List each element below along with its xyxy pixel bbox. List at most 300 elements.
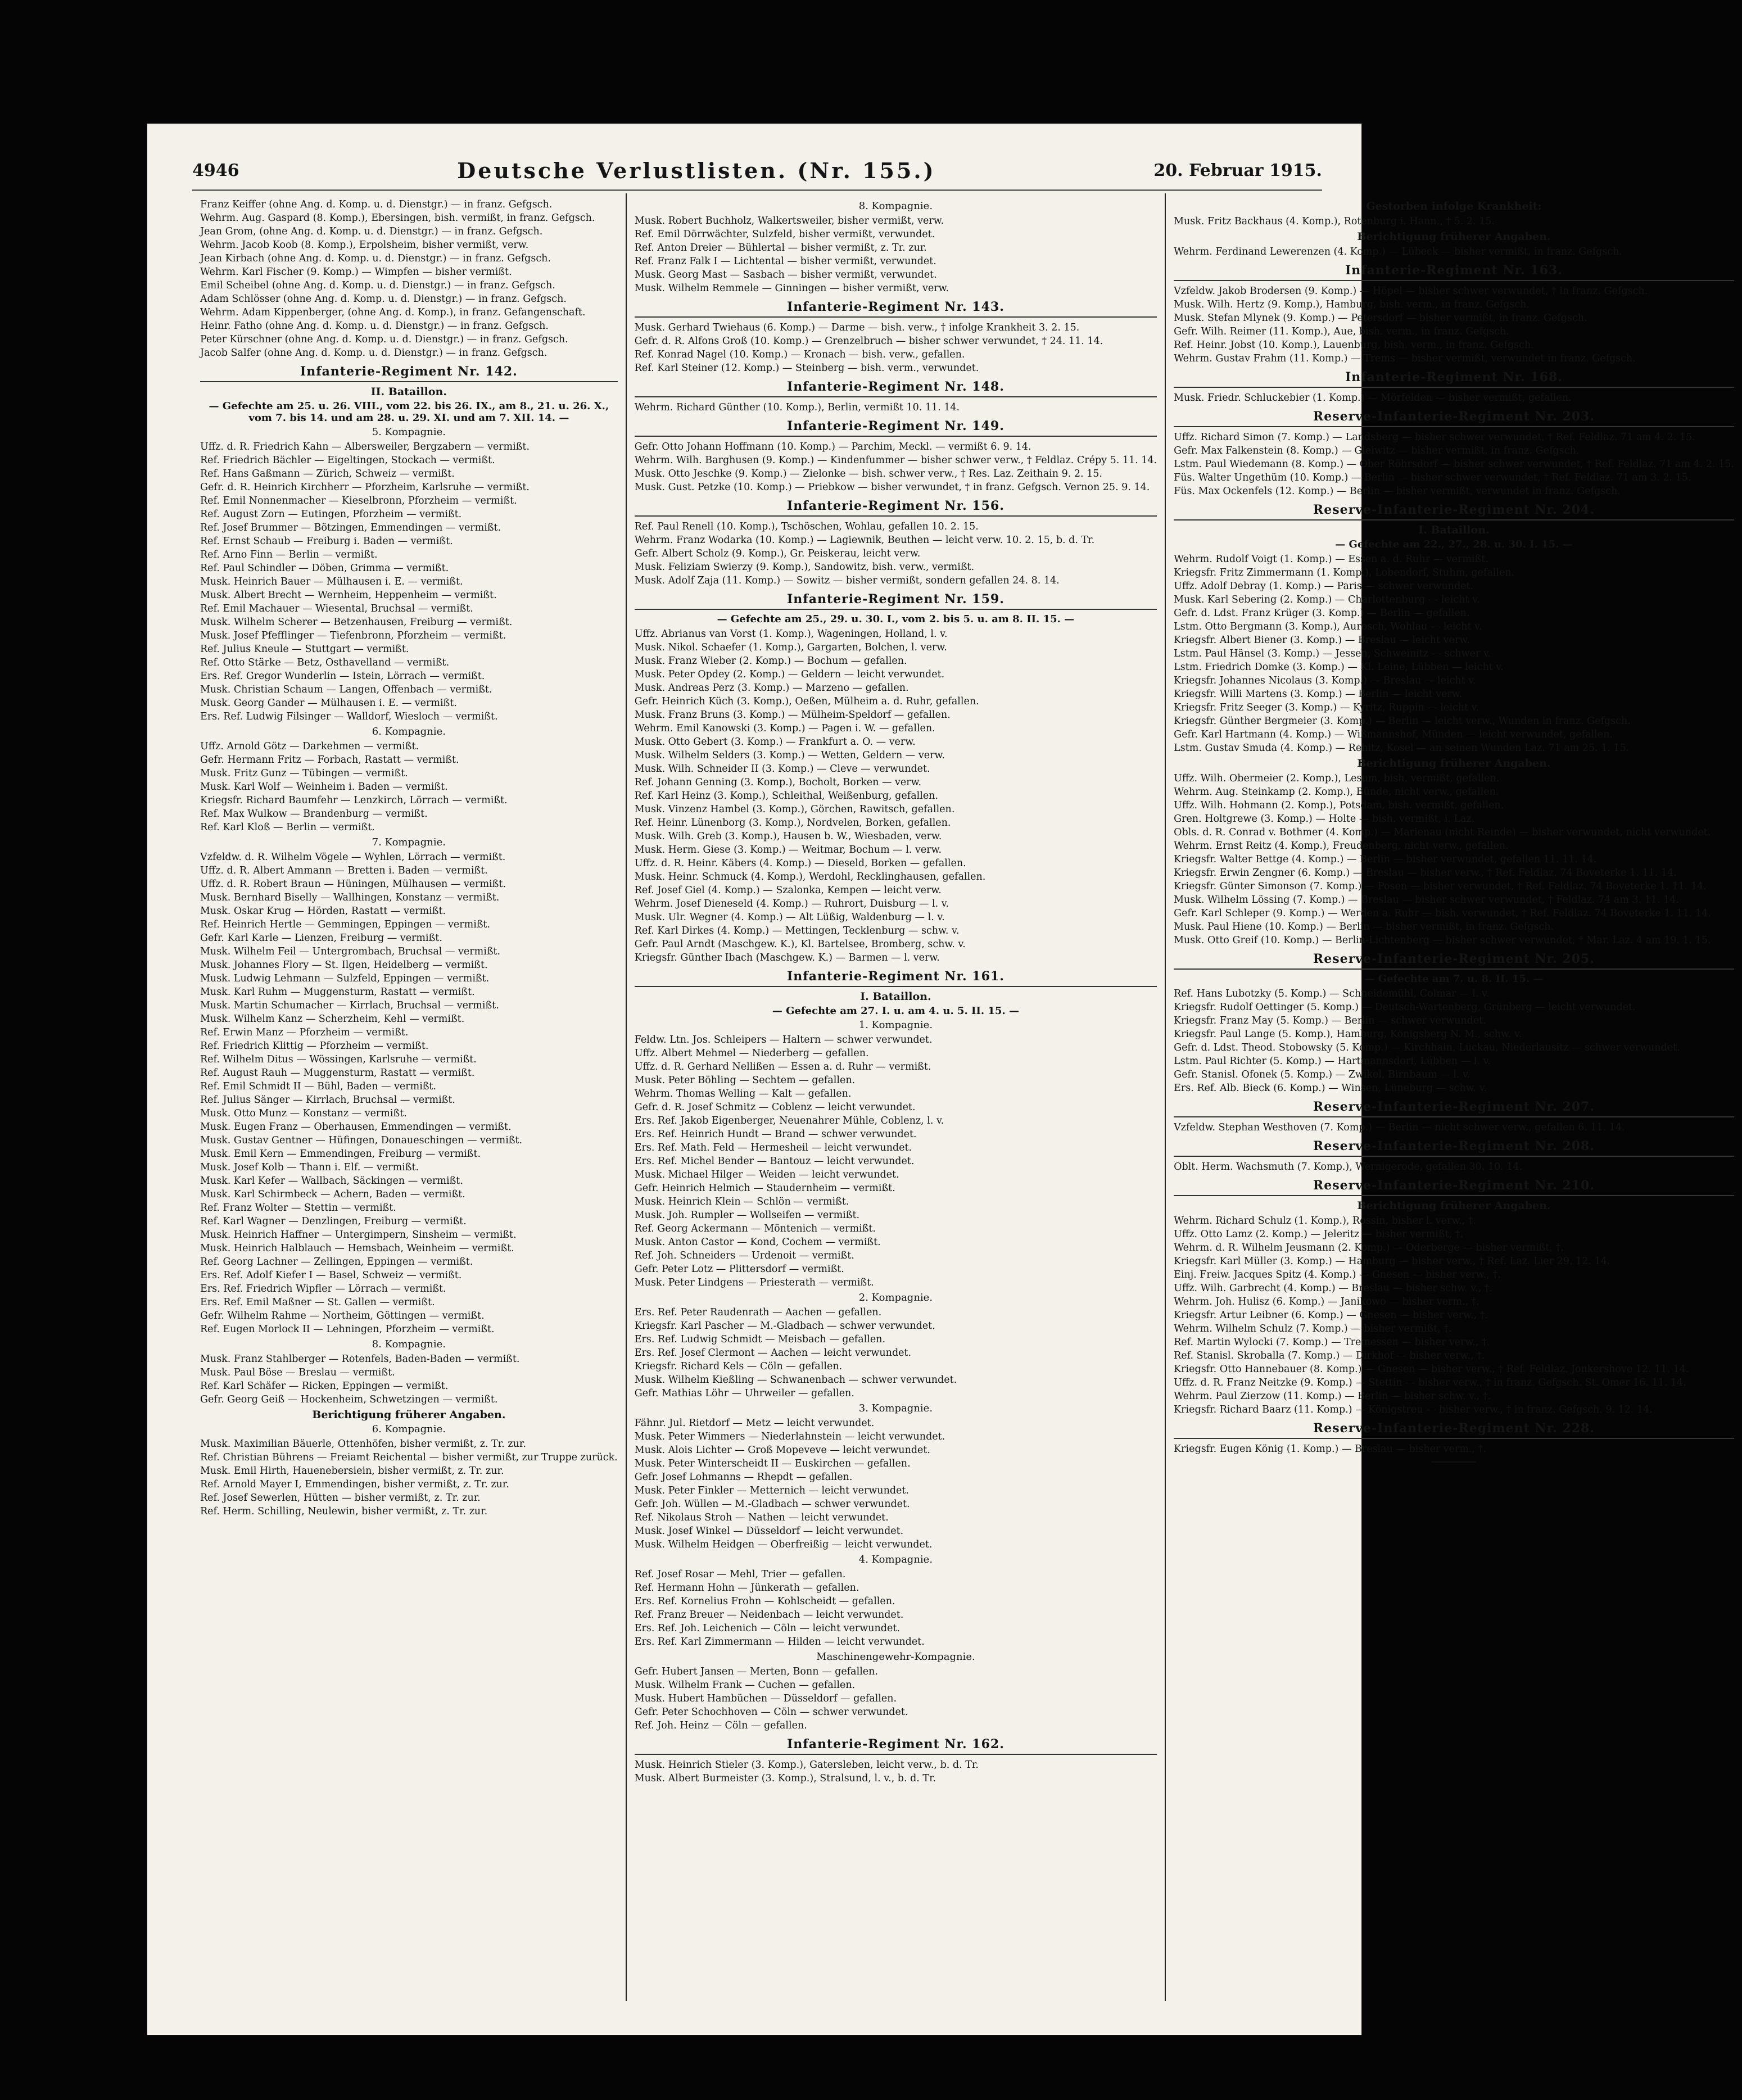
casualty-entry: Uffz. Abrianus van Vorst (1. Komp.), Wageningen, Holland, l. v. [634, 628, 948, 640]
casualty-entry: Kriegsfr. Otto Hannebauer (8. Komp.) — Gnesen — bisher verw., † Ref. Feldlaz. Jonkershove 12. 11. 14. [1174, 1364, 1689, 1375]
entry-list [635, 440, 1157, 494]
casualty-entry: Gefr. Wilh. Reimer (11. Komp.), Aue, bish. verm., in franz. Gefgsch. [1174, 326, 1509, 337]
casualty-entry: Musk. Georg Mast — Sasbach — bisher vermißt, verwundet. [634, 269, 937, 280]
casualty-entry: Wehrm. Aug. Steinkamp (2. Komp.), Bünde, nicht verw., gefallen. [1174, 786, 1499, 798]
casualty-entry: Ref. Herm. Schilling, Neulewin, bisher vermißt, z. Tr. zur. [200, 1506, 488, 1517]
company-title: 8. Kompagnie. [858, 200, 933, 212]
casualty-entry: Ref. Josef Sewerlen, Hütten — bisher vermißt, z. Tr. zur. [200, 1492, 481, 1504]
casualty-entry: Uffz. d. R. Robert Braun — Hüningen, Mülhausen — vermißt. [200, 879, 506, 890]
casualty-entry: Gefr. Otto Johann Hoffmann (10. Komp.) — Parchim, Meckl. — vermißt 6. 9. 14. [634, 441, 1031, 452]
casualty-entry: Wehrm. Gustav Frahm (11. Komp.) — Trems — bisher vermißt, verwundet in franz. Gefgsch. [1174, 353, 1636, 364]
casualty-entry: Musk. Heinrich Halblauch — Hemsbach, Weinheim — vermißt. [200, 1243, 514, 1254]
casualty-entry: Fähnr. Jul. Rietdorf — Metz — leicht verwundet. [634, 1418, 875, 1429]
casualty-entry: Musk. Friedr. Schluckebier (1. Komp.) — Mörfelden — bisher vermißt, gefallen. [1174, 392, 1572, 404]
entry-list [1174, 431, 1734, 498]
company-title: 7. Kompagnie. [372, 836, 446, 848]
casualty-entry: Gefr. Hermann Fritz — Forbach, Rastatt — vermißt. [200, 754, 459, 766]
casualty-entry: Ref. Paul Schindler — Döben, Grimma — vermißt. [200, 563, 449, 574]
casualty-entry: Gefr. Stanisl. Ofonek (5. Komp.) — Zwikel, Birnbaum — l. v. [1174, 1069, 1470, 1080]
casualty-entry: Musk. Otto Jeschke (9. Komp.) — Zielonke — bish. schwer verw., † Res. Laz. Zeithain 9. 2. 15. [634, 468, 1102, 479]
casualty-entry: Musk. Karl Schirmbeck — Achern, Baden — vermißt. [200, 1189, 465, 1200]
casualty-entry: Musk. Eugen Franz — Oberhausen, Emmendingen — vermißt. [200, 1121, 512, 1133]
casualty-entry: Wehrm. Jacob Koob (8. Komp.), Erpolsheim, bisher vermißt, verw. [200, 239, 529, 251]
casualty-entry: Wehrm. Emil Kanowski (3. Komp.) — Pagen i. W. — gefallen. [634, 723, 935, 734]
casualty-entry: Musk. Paul Böse — Breslau — vermißt. [200, 1367, 395, 1378]
corrections-title: Berichtigung früherer Angaben. [1357, 1200, 1551, 1212]
casualty-entry: Gefr. Peter Schochhoven — Cöln — schwer verwundet. [634, 1707, 908, 1718]
casualty-entry: Uffz. Adolf Debray (1. Komp.) — Paris — schwer verwundet. [1174, 581, 1474, 592]
corrections-title: Berichtigung früherer Angaben. [1357, 757, 1551, 770]
end-rule [1431, 1461, 1476, 1463]
issue-number: (Nr. 155.) [797, 157, 936, 183]
casualty-entry: Musk. Peter Opdey (2. Komp.) — Geldern — leicht verwundet. [634, 669, 945, 680]
entry-list [1174, 245, 1734, 259]
casualty-entry: Musk. Paul Hiene (10. Komp.) — Berlin — bisher vermißt, in franz. Gefgsch. [1174, 921, 1554, 933]
casualty-entry: Uffz. Arnold Götz — Darkehmen — vermißt. [200, 741, 419, 752]
casualty-entry: Ers. Ref. Alb. Bieck (6. Komp.) — Winsen, Lüneburg — schw. v. [1174, 1083, 1487, 1094]
casualty-entry: Peter Kürschner (ohne Ang. d. Komp. u. d. Dienstgr.) — in franz. Gefgsch. [200, 334, 568, 345]
battle-dates: — Gefechte am 27. I. u. am 4. u. 5. II. 15. — [772, 1005, 1019, 1017]
casualty-entry: Ref. Josef Giel (4. Komp.) — Szalonka, Kempen — leicht verw. [634, 885, 942, 896]
casualty-entry: Uffz. d. R. Franz Neitzke (9. Komp.) — Stettin — bisher verw., † in franz. Gefgsch. St. Omer 16. 11. 14. [1174, 1377, 1686, 1388]
casualty-entry: Uffz. d. R. Heinr. Käbers (4. Komp.) — Dieseld, Borken — gefallen. [634, 858, 966, 869]
casualty-entry: Musk. Gust. Petzke (10. Komp.) — Priebkow — bisher verwundet, † in franz. Gefgsch. Vernon 25. 9. 14. [634, 482, 1150, 493]
casualty-entry: Ers. Ref. Karl Zimmermann — Hilden — leicht verwundet. [634, 1636, 925, 1648]
entry-list [1174, 772, 1734, 947]
company-title: Maschinengewehr-Kompagnie. [816, 1651, 975, 1663]
casualty-entry: Ref. Hans Lubotzky (5. Komp.) — Schneidemühl, Colmar — l. v. [1174, 988, 1490, 999]
casualty-entry: Ref. Emil Schmidt II — Bühl, Baden — vermißt. [200, 1081, 437, 1092]
casualty-entry: Wehrm. Joh. Hulisz (6. Komp.) — Janikowo — bisher verm., †. [1174, 1296, 1479, 1307]
casualty-entry: Musk. Gerhard Twiehaus (6. Komp.) — Darme — bish. verw., † infolge Krankheit 3. 2. 15. [634, 322, 1080, 333]
casualty-entry: Wehrm. Aug. Gaspard (8. Komp.), Ebersingen, bish. vermißt, in franz. Gefgsch. [200, 212, 595, 224]
column-right [1166, 193, 1742, 2001]
casualty-entry: Einj. Freiw. Jacques Spitz (4. Komp.) — Gnesen — bisher verw., †. [1174, 1269, 1501, 1280]
casualty-entry: Ref. Karl Kloß — Berlin — vermißt. [200, 822, 375, 833]
casualty-entry: Oblt. Herm. Wachsmuth (7. Komp.), Wernigerode, gefallen 30. 10. 14. [1174, 1161, 1523, 1173]
casualty-entry: Musk. Franz Bruns (3. Komp.) — Mülheim-Speldorf — gefallen. [634, 709, 951, 721]
casualty-entry: Musk. Albert Brecht — Wernheim, Heppenheim — vermißt. [200, 590, 497, 601]
section-title: Infanterie-Regiment Nr. 162. [635, 1737, 1157, 1755]
casualty-entry: Ers. Ref. Joh. Leichenich — Cöln — leicht verwundet. [634, 1623, 900, 1634]
company-title: 4. Kompagnie. [858, 1554, 933, 1565]
casualty-entry: Gefr. Karl Hartmann (4. Komp.) — Wißmannshof, Münden — leicht verwundet, gefallen. [1174, 729, 1613, 740]
casualty-entry: Musk. Gustav Gentner — Hüfingen, Donaueschingen — vermißt. [200, 1135, 523, 1146]
casualty-entry: Ref. Heinr. Lünenborg (3. Komp.), Nordvelen, Borken, gefallen. [634, 817, 951, 829]
battle-dates: — Gefechte am 25. u. 26. VIII., vom 22. bis 26. IX., am 8., 21. u. 26. X., vom 7. bis 14. und am 28. u. 29. XI. und am 7. XII. 14. — [209, 400, 609, 424]
casualty-entry: Musk. Wilh. Hertz (9. Komp.), Hamburg, bish. verm., in franz. Gefgsch. [1174, 299, 1530, 310]
casualty-entry: Ers. Ref. Ludwig Schmidt — Meisbach — gefallen. [634, 1334, 886, 1345]
casualty-entry: Musk. Otto Munz — Konstanz — vermißt. [200, 1108, 407, 1119]
casualty-entry: Ref. Christian Bührens — Freiamt Reichental — bisher vermißt, zur Truppe zurück. [200, 1452, 618, 1463]
section-title: Reserve-Infanterie-Regiment Nr. 207. [1174, 1099, 1734, 1117]
casualty-entry: Ref. Karl Dirkes (4. Komp.) — Mettingen, Tecklenburg — schw. v. [634, 925, 960, 936]
casualty-entry: Musk. Heinrich Stieler (3. Komp.), Gatersleben, leicht verw., b. d. Tr. [634, 1759, 979, 1771]
battalion-title: I. Bataillon. [1418, 524, 1490, 536]
page-header [192, 152, 1322, 191]
casualty-entry: Ref. Franz Wolter — Stettin — vermißt. [200, 1202, 396, 1214]
casualty-entry: Ref. Joh. Schneiders — Urdenoit — vermißt. [634, 1250, 854, 1261]
casualty-entry: Ers. Ref. Jakob Eigenberger, Neuenahrer Mühle, Coblenz, l. v. [634, 1115, 944, 1126]
casualty-entry: Kriegsfr. Rudolf Oettinger (5. Komp.) — Deutsch-Wartenberg, Grünberg — leicht verwundet. [1174, 1002, 1636, 1013]
casualty-entry: Musk. Stefan Mlynek (9. Komp.) — Petersdorf — bisher vermißt, in franz. Gefgsch. [1174, 313, 1587, 324]
casualty-entry: Gefr. Wilhelm Rahme — Northeim, Göttingen — vermißt. [200, 1310, 485, 1321]
entry-list [1174, 284, 1734, 365]
casualty-entry: Gefr. Josef Lohmanns — Rhepdt — gefallen. [634, 1472, 853, 1483]
casualty-entry: Ref. Georg Ackermann — Möntenich — vermißt. [634, 1223, 876, 1234]
casualty-entry: Gefr. d. Ldst. Franz Krüger (3. Komp.) — Berlin — gefallen. [1174, 608, 1470, 619]
casualty-entry: Musk. Georg Gander — Mülhausen i. E. — vermißt. [200, 698, 457, 709]
entry-list [1174, 391, 1734, 405]
entry-list [1174, 1121, 1734, 1134]
casualty-entry: Vzfeldw. Jakob Brodersen (9. Komp.) — Höpel — bisher schwer verwundet, † in franz. Gefgsch. [1174, 286, 1648, 297]
entry-list [1174, 1160, 1734, 1174]
section-title: Infanterie-Regiment Nr. 142. [200, 364, 618, 382]
casualty-entry: Kriegsfr. Richard Kels — Cöln — gefallen. [634, 1361, 843, 1372]
casualty-entry: Kriegsfr. Karl Müller (3. Komp.) — Hamburg — bisher verw., † Ref. Laz. Lier 29. 12. 14. [1174, 1256, 1610, 1267]
section-title: Infanterie-Regiment Nr. 156. [635, 499, 1157, 517]
casualty-entry: Ref. Paul Renell (10. Komp.), Tschöschen, Wohlau, gefallen 10. 2. 15. [634, 521, 979, 532]
casualty-entry: Lstm. Paul Wiedemann (8. Komp.) — Ober Röhrsdorf — bisher schwer verwundet, † Ref. Feldlaz. 71 am 4. 2. 15. [1174, 459, 1734, 470]
casualty-entry: Musk. Josef Pfefflinger — Tiefenbronn, Pforzheim — vermißt. [200, 630, 506, 641]
battalion-title: II. Bataillon. [370, 386, 447, 398]
casualty-entry: Wehrm. Paul Zierzow (11. Komp.) — Berlin — bisher schw. v., †. [1174, 1391, 1491, 1402]
entry-list [635, 1416, 1157, 1551]
casualty-entry: Ref. Heinrich Hertle — Gemmingen, Eppingen — vermißt. [200, 919, 491, 930]
casualty-entry: Ers. Ref. Ludwig Filsinger — Walldorf, Wiesloch — vermißt. [200, 711, 498, 722]
entry-list [635, 520, 1157, 587]
casualty-entry: Lstm. Paul Hänsel (3. Komp.) — Jessen, Schweinitz — schwer v. [1174, 648, 1491, 659]
column-left [192, 193, 627, 2001]
casualty-entry: Ref. Otto Stärke — Betz, Osthavelland — vermißt. [200, 657, 450, 668]
company-title: 2. Kompagnie. [858, 1292, 933, 1304]
casualty-entry: Ref. August Rauh — Muggensturm, Rastatt — vermißt. [200, 1067, 475, 1079]
entry-list [635, 1758, 1157, 1785]
casualty-entry: Musk. Oskar Krug — Hörden, Rastatt — vermißt. [200, 906, 446, 917]
casualty-entry: Musk. Wilhelm Kanz — Scherzheim, Kehl — vermißt. [200, 1013, 465, 1025]
casualty-entry: Uffz. Otto Lamz (2. Komp.) — Jeleritz — bisher vermißt, †. [1174, 1229, 1464, 1240]
casualty-entry: Musk. Franz Stahlberger — Rotenfels, Baden-Baden — vermißt. [200, 1354, 520, 1365]
casualty-entry: Uffz. d. R. Albert Ammann — Bretten i. Baden — vermißt. [200, 865, 488, 876]
entry-list [635, 1033, 1157, 1289]
entry-list [200, 740, 618, 834]
casualty-entry: Ref. Ernst Schaub — Freiburg i. Baden — vermißt. [200, 536, 453, 547]
casualty-entry: Musk. Robert Buchholz, Walkertsweiler, bisher vermißt, verw. [634, 215, 944, 227]
casualty-entry: Musk. Karl Ruhm — Muggensturm, Rastatt — vermißt. [200, 986, 475, 998]
casualty-entry: Lstm. Gustav Smuda (4. Komp.) — Rehitz, Kosel — an seinen Wunden Laz. 71 am 25. 1. 15. [1174, 743, 1630, 754]
casualty-entry: Ref. Karl Schäfer — Ricken, Eppingen — vermißt. [200, 1381, 449, 1392]
casualty-entry: Ref. Josef Rosar — Mehl, Trier — gefallen. [634, 1569, 846, 1580]
casualty-entry: Musk. Ulr. Wegner (4. Komp.) — Alt Lüßig, Waldenburg — l. v. [634, 912, 945, 923]
newspaper-page [147, 124, 1734, 2035]
casualty-entry: Kriegsfr. Eugen König (1. Komp.) — Breslau — bisher verm., †. [1174, 1443, 1486, 1455]
casualty-entry: Heinr. Fatho (ohne Ang. d. Komp. u. d. Dienstgr.) — in franz. Gefgsch. [200, 320, 549, 332]
casualty-entry: Uffz. d. R. Friedrich Kahn — Albersweiler, Bergzabern — vermißt. [200, 441, 530, 452]
corrections-title: Berichtigung früherer Angaben. [1357, 230, 1551, 243]
casualty-entry: Musk. Heinrich Klein — Schlön — vermißt. [634, 1196, 849, 1207]
page-number: 4946 [192, 160, 239, 180]
casualty-entry: Ers. Ref. Adolf Kiefer I — Basel, Schweiz — vermißt. [200, 1270, 462, 1281]
casualty-entry: Kriegsfr. Franz May (5. Komp.) — Berlin — schwer verwundet. [1174, 1015, 1486, 1026]
casualty-entry: Ref. Friedrich Bächler — Eigeltingen, Stockach — vermißt. [200, 455, 495, 466]
entry-list [200, 1352, 618, 1406]
battle-dates: — Gefechte am 7. u. 8. II. 15. — [1364, 973, 1544, 985]
entry-list [635, 627, 1157, 965]
casualty-entry: Musk. Christian Schaum — Langen, Offenbach — vermißt. [200, 684, 492, 695]
casualty-entry: Franz Keiffer (ohne Ang. d. Komp. u. d. Dienstgr.) — in franz. Gefgsch. [200, 199, 553, 210]
battle-dates: — Gefechte am 25., 29. u. 30. I., vom 2. bis 5. u. am 8. II. 15. — [717, 613, 1075, 625]
casualty-entry: Ref. Nikolaus Stroh — Nathen — leicht verwundet. [634, 1512, 889, 1523]
casualty-entry: Kriegsfr. Walter Bettge (4. Komp.) — Berlin — bisher verwundet, gefallen 11. 11. 14. [1174, 854, 1597, 865]
company-title: 8. Kompagnie. [372, 1338, 446, 1350]
casualty-entry: Ref. Martin Wylocki (7. Komp.) — Tremessen — bisher verw., †. [1174, 1337, 1490, 1348]
casualty-entry: Wehrm. Rudolf Voigt (1. Komp.) — Essen a. d. Ruhr — vermißt. [1174, 554, 1488, 565]
company-title: 3. Kompagnie. [858, 1402, 933, 1414]
casualty-entry: Uffz. Wilh. Hohmann (2. Komp.), Potsdam, bish. vermißt, gefallen. [1174, 800, 1504, 811]
casualty-entry: Wehrm. d. R. Wilhelm Jeusmann (2. Komp.) — Oderberge — bisher vermißt, †. [1174, 1242, 1564, 1253]
casualty-entry: Ref. Max Wulkow — Brandenburg — vermißt. [200, 808, 428, 820]
casualty-entry: Gefr. Max Falkenstein (8. Komp.) — Gleiwitz — bisher vermißt, in franz. Gefgsch. [1174, 445, 1580, 456]
title-text: Deutsche Verlustlisten. [457, 157, 788, 183]
casualty-entry: Jean Grom, (ohne Ang. d. Komp. u. d. Dienstgr.) — in franz. Gefgsch. [200, 226, 543, 237]
casualty-entry: Musk. Adolf Zaja (11. Komp.) — Sowitz — bisher vermißt, sondern gefallen 24. 8. 14. [634, 575, 1060, 586]
company-title: 6. Kompagnie. [372, 1423, 446, 1435]
casualty-entry: Musk. Wilh. Schneider II (3. Komp.) — Cleve — verwundet. [634, 763, 930, 775]
casualty-entry: Gefr. Hubert Jansen — Merten, Bonn — gefallen. [634, 1666, 878, 1677]
casualty-entry: Musk. Fritz Gunz — Tübingen — vermißt. [200, 768, 408, 779]
casualty-entry: Musk. Peter Wimmers — Niederlahnstein — leicht verwundet. [634, 1431, 945, 1442]
casualty-entry: Ref. Arnold Mayer I, Emmendingen, bisher vermißt, z. Tr. zur. [200, 1479, 509, 1490]
casualty-entry: Gefr. Joh. Wüllen — M.-Gladbach — schwer verwundet. [634, 1499, 910, 1510]
casualty-entry: Musk. Josef Kolb — Thann i. Elf. — vermißt. [200, 1162, 419, 1173]
entry-list [635, 1306, 1157, 1400]
casualty-entry: Adam Schlösser (ohne Ang. d. Komp. u. d. Dienstgr.) — in franz. Gefgsch. [200, 293, 567, 305]
entry-list [1174, 1214, 1734, 1416]
casualty-entry: Gefr. Karl Schleper (9. Komp.) — Werden a. Ruhr — bish. verwundet, † Ref. Feldlaz. 74 Boveterke 1. 11. 14. [1174, 908, 1711, 919]
casualty-entry: Gefr. d. R. Heinrich Kirchherr — Pforzheim, Karlsruhe — vermißt. [200, 482, 530, 493]
casualty-entry: Gefr. d. Ldst. Theod. Stobowsky (5. Komp.) — Kirchhain, Luckau, Niederlausitz — schwer verwundet. [1174, 1042, 1680, 1053]
casualty-entry: Ref. Hans Gaßmann — Zürich, Schweiz — vermißt. [200, 468, 455, 479]
casualty-entry: Ref. Anton Dreier — Bühlertal — bisher vermißt, z. Tr. zur. [634, 242, 927, 254]
casualty-entry: Ref. August Zorn — Eutingen, Pforzheim — vermißt. [200, 509, 462, 520]
casualty-entry: Ref. Hermann Hohn — Jünkerath — gefallen. [634, 1582, 859, 1594]
casualty-entry: Ref. Emil Dörrwächter, Sulzfeld, bisher vermißt, verwundet. [634, 229, 935, 240]
casualty-entry: Ers. Ref. Math. Feld — Hermesheil — leicht verwundet. [634, 1142, 912, 1153]
casualty-entry: Ers. Ref. Kornelius Frohn — Kohlscheidt — gefallen. [634, 1596, 895, 1607]
casualty-entry: Musk. Peter Winterscheidt II — Euskirchen — gefallen. [634, 1458, 911, 1469]
casualty-entry: Musk. Emil Hirth, Hauenebersiein, bisher vermißt, z. Tr. zur. [200, 1465, 504, 1477]
casualty-entry: Kriegsfr. Willi Martens (3. Komp.) — Berlin — leicht verw. [1174, 689, 1463, 700]
casualty-entry: Gefr. Georg Geiß — Hockenheim, Schwetzingen — vermißt. [200, 1394, 498, 1405]
casualty-entry: Gefr. Mathias Löhr — Uhrweiler — gefallen. [634, 1388, 854, 1399]
casualty-entry: Ref. Karl Heinz (3. Komp.), Schleithal, Weißenburg, gefallen. [634, 790, 939, 802]
entry-list [1174, 1442, 1734, 1456]
casualty-entry: Ref. Karl Steiner (12. Komp.) — Steinberg — bish. verm., verwundet. [634, 363, 979, 374]
casualty-entry: Wehrm. Ferdinand Lewerenzen (4. Komp.) — Lübeck — bisher vermißt, in franz. Gefgsch. [1174, 246, 1622, 257]
casualty-entry: Gefr. Albert Scholz (9. Komp.), Gr. Peiskerau, leicht verw. [634, 548, 921, 559]
casualty-entry: Obls. d. R. Conrad v. Bothmer (4. Komp.) — Marienau (nicht Reinde) — bisher verwundet, nicht verwundet. [1174, 827, 1711, 838]
casualty-entry: Ers. Ref. Josef Clermont — Aachen — leicht verwundet. [634, 1347, 912, 1359]
casualty-entry: Kriegsfr. Erwin Zengner (6. Komp.) — Breslau — bisher verw., † Ref. Feldlaz. 74 Boveterke 1. 11. 14. [1174, 867, 1677, 879]
casualty-entry: Musk. Peter Finkler — Metternich — leicht verwundet. [634, 1485, 909, 1496]
casualty-entry: Uffz. Richard Simon (7. Komp.) — Landsberg — bisher schwer verwundet, † Ref. Feldlaz. 71 am 4. 2. 15. [1174, 432, 1695, 443]
casualty-entry: Ref. Emil Machauer — Wiesental, Bruchsal — vermißt. [200, 603, 473, 614]
entry-list [1174, 553, 1734, 755]
casualty-entry: Musk. Alois Lichter — Groß Mopeveve — leicht verwundet. [634, 1445, 930, 1456]
casualty-entry: Musk. Joh. Rumpler — Wollseifen — vermißt. [634, 1210, 860, 1221]
casualty-entry: Ers. Ref. Heinrich Hundt — Brand — schwer verwundet. [634, 1129, 917, 1140]
section-title: Infanterie-Regiment Nr. 143. [635, 300, 1157, 318]
casualty-entry: Kriegsfr. Paul Lange (5. Komp.), Hamburg, Königsberg N. M., schw. v. [1174, 1029, 1522, 1040]
casualty-entry: Musk. Anton Castor — Kond, Cochem — vermißt. [634, 1237, 881, 1248]
casualty-entry: Ers. Ref. Peter Raudenrath — Aachen — gefallen. [634, 1307, 882, 1318]
casualty-entry: Musk. Emil Kern — Emmendingen, Freiburg — vermißt. [200, 1148, 481, 1160]
battalion-title: I. Bataillon. [860, 990, 931, 1003]
section-title: Reserve-Infanterie-Regiment Nr. 203. [1174, 409, 1734, 427]
entry-list [635, 1665, 1157, 1732]
casualty-entry: Musk. Karl Kefer — Wallbach, Säckingen — vermißt. [200, 1175, 463, 1187]
casualty-entry: Musk. Heinrich Haffner — Untergimpern, Sinsheim — vermißt. [200, 1229, 517, 1241]
casualty-entry: Ref. Josef Brummer — Bötzingen, Emmendingen — vermißt. [200, 522, 501, 533]
section-title: Reserve-Infanterie-Regiment Nr. 205. [1174, 952, 1734, 970]
casualty-entry: Kriegsfr. Albert Biener (3. Komp.) — Breslau — leicht verw. [1174, 635, 1470, 646]
section-title: Reserve-Infanterie-Regiment Nr. 204. [1174, 503, 1734, 521]
casualty-entry: Musk. Fritz Backhaus (4. Komp.), Rotenburg i. Hann., † 5. 2. 15. [1174, 216, 1495, 227]
casualty-entry: Gefr. Heinrich Küch (3. Komp.), Oeßen, Mülheim a. d. Ruhr, gefallen. [634, 696, 979, 707]
casualty-entry: Ers. Ref. Gregor Wunderlin — Istein, Lörrach — vermißt. [200, 671, 485, 682]
casualty-entry: Musk. Karl Wolf — Weinheim i. Baden — vermißt. [200, 781, 448, 793]
casualty-entry: Musk. Ludwig Lehmann — Sulzfeld, Eppingen — vermißt. [200, 973, 490, 984]
entry-list [1174, 215, 1734, 228]
casualty-entry: Wehrm. Wilhelm Schulz (7. Komp.) — bisher vermißt, †. [1174, 1323, 1452, 1334]
casualty-entry: Ref. Heinr. Jobst (10. Komp.), Lauenburg, bish. verm., in franz. Gefgsch. [1174, 340, 1534, 351]
casualty-entry: Musk. Feliziam Swierzy (9. Komp.), Sandowitz, bish. verw., vermißt. [634, 562, 975, 573]
casualty-entry: Wehrm. Franz Wodarka (10. Komp.) — Lagiewnik, Beuthen — leicht verw. 10. 2. 15, b. d. Tr. [634, 535, 1095, 546]
casualty-entry: Ref. Stanisl. Skroballa (7. Komp.) — Dirkhof — bisher verw., †. [1174, 1350, 1485, 1361]
casualty-entry: Gefr. Karl Karle — Lienzen, Freiburg — vermißt. [200, 933, 442, 944]
casualty-entry: Musk. Herm. Giese (3. Komp.) — Weitmar, Bochum — l. verw. [634, 844, 942, 856]
casualty-entry: Musk. Nikol. Schaefer (1. Komp.), Gargarten, Bolchen, l. verw. [634, 642, 947, 653]
casualty-entry: Musk. Vinzenz Hambel (3. Komp.), Görchen, Rawitsch, gefallen. [634, 804, 955, 815]
entry-list [200, 850, 618, 1336]
casualty-entry: Ref. Johann Genning (3. Komp.), Bocholt, Borken — verw. [634, 777, 922, 788]
company-title: 5. Kompagnie. [372, 426, 446, 438]
casualty-entry: Jean Kirbach (ohne Ang. d. Komp. u. d. Dienstgr.) — in franz. Gefgsch. [200, 253, 551, 264]
entry-list [635, 214, 1157, 295]
company-title: 1. Kompagnie. [858, 1019, 933, 1031]
casualty-entry: Ers. Ref. Michel Bender — Bantouz — leicht verwundet. [634, 1156, 915, 1167]
company-title: 6. Kompagnie. [372, 726, 446, 737]
casualty-entry: Uffz. Albert Mehmel — Niederberg — gefallen. [634, 1048, 869, 1059]
casualty-entry: Ref. Wilhelm Ditus — Wössingen, Karlsruhe — vermißt. [200, 1054, 477, 1065]
casualty-entry: Musk. Heinrich Bauer — Mülhausen i. E. — vermißt. [200, 576, 463, 587]
casualty-entry: Wehrm. Karl Fischer (9. Komp.) — Wimpfen — bisher vermißt. [200, 266, 512, 278]
casualty-entry: Wehrm. Ernst Reitz (4. Komp.), Freudenberg, nicht verw., gefallen. [1174, 840, 1509, 852]
subsection-title: Gestorben infolge Krankheit: [1366, 200, 1542, 212]
casualty-entry: Ref. Arno Finn — Berlin — vermißt. [200, 549, 378, 560]
casualty-entry: Musk. Hubert Hambüchen — Düsseldorf — gefallen. [634, 1693, 897, 1704]
casualty-entry: Vzfeldw. d. R. Wilhelm Vögele — Wyhlen, Lörrach — vermißt. [200, 852, 506, 863]
casualty-entry: Wehrm. Adam Kippenberger, (ohne Ang. d. Komp.), in franz. Gefangenschaft. [200, 307, 586, 318]
casualty-entry: Musk. Wilhelm Kießling — Schwanenbach — schwer verwundet. [634, 1374, 957, 1386]
entry-list [635, 321, 1157, 375]
casualty-entry: Uffz. Wilh. Garbrecht (4. Komp.) — Breslau — bisher schw. v., †. [1174, 1283, 1493, 1294]
casualty-entry: Musk. Andreas Perz (3. Komp.) — Marzeno — gefallen. [634, 682, 909, 694]
publication-title [457, 158, 935, 183]
casualty-entry: Musk. Wilhelm Lössing (7. Komp.) — Breslau — bisher schwer verwundet, † Feldlaz. 74 am 3. 11. 14. [1174, 894, 1679, 906]
entry-list [200, 440, 618, 723]
casualty-entry: Musk. Bernhard Biselly — Wallhingen, Konstanz — vermißt. [200, 892, 500, 903]
column-middle [627, 193, 1166, 2001]
casualty-entry: Kriegsfr. Fritz Seeger (3. Komp.) — Kyritz, Ruppin — leicht v. [1174, 702, 1479, 713]
casualty-entry: Füs. Walter Ungethüm (10. Komp.) — Berlin — bisher schwer verwundet, † Ref. Feldlaz. 71 am 3. 2. 15. [1174, 472, 1691, 483]
casualty-entry: Ref. Georg Lachner — Zellingen, Eppingen — vermißt. [200, 1256, 473, 1268]
casualty-entry: Gefr. Heinrich Helmich — Staudernheim — vermißt. [634, 1183, 895, 1194]
casualty-entry: Musk. Wilhelm Remmele — Ginningen — bisher vermißt, verw. [634, 283, 949, 294]
casualty-entry: Ref. Julius Sänger — Kirrlach, Bruchsal — vermißt. [200, 1094, 455, 1106]
section-title: Infanterie-Regiment Nr. 161. [635, 969, 1157, 987]
casualty-entry: Gefr. Paul Arndt (Maschgew. K.), Kl. Bartelsee, Bromberg, schw. v. [634, 939, 966, 950]
casualty-entry: Wehrm. Wilh. Barghusen (9. Komp.) — Kindenfummer — bisher schwer verw., † Feldlaz. Crépy 5. 11. 14. [634, 455, 1157, 466]
casualty-entry: Uffz. Wilh. Obermeier (2. Komp.), Lesum, bish. vermißt, gefallen. [1174, 773, 1500, 784]
casualty-entry: Musk. Johannes Flory — St. Ilgen, Heidelberg — vermißt. [200, 960, 488, 971]
entry-list [635, 401, 1157, 414]
corrections-title: Berichtigung früherer Angaben. [312, 1409, 506, 1421]
section-title: Infanterie-Regiment Nr. 148. [635, 379, 1157, 397]
casualty-entry: Ref. Konrad Nagel (10. Komp.) — Kronach — bish. verw., gefallen. [634, 349, 965, 360]
casualty-entry: Kriegsfr. Günther Bergmeier (3. Komp.) — Berlin — leicht verw., Wunden in franz. Gefgsch. [1174, 716, 1631, 727]
casualty-entry: Musk. Heinr. Schmuck (4. Komp.), Werdohl, Recklinghausen, gefallen. [634, 871, 986, 882]
entry-list [635, 1568, 1157, 1649]
entry-list [200, 1437, 618, 1518]
section-title: Reserve-Infanterie-Regiment Nr. 228. [1174, 1421, 1734, 1439]
casualty-entry: Wehrm. Richard Günther (10. Komp.), Berlin, vermißt 10. 11. 14. [634, 402, 960, 413]
section-title: Infanterie-Regiment Nr. 159. [635, 592, 1157, 610]
casualty-entry: Musk. Peter Böhling — Sechtem — gefallen. [634, 1075, 856, 1086]
casualty-entry: Kriegsfr. Günther Ibach (Maschgew. K.) — Barmen — l. verw. [634, 952, 940, 963]
casualty-entry: Kriegsfr. Karl Pascher — M.-Gladbach — schwer verwundet. [634, 1320, 935, 1332]
entry-list [1174, 987, 1734, 1095]
casualty-entry: Kriegsfr. Artur Leibner (6. Komp.) — Gnesen — bisher verw., †. [1174, 1310, 1488, 1321]
casualty-entry: Jacob Salfer (ohne Ang. d. Komp. u. d. Dienstgr.) — in franz. Gefgsch. [200, 347, 548, 359]
casualty-entry: Wehrm. Thomas Welling — Kalt — gefallen. [634, 1088, 852, 1099]
section-title: Infanterie-Regiment Nr. 149. [635, 419, 1157, 437]
casualty-entry: Ref. Friedrich Klittig — Pforzheim — vermißt. [200, 1040, 429, 1052]
casualty-entry: Musk. Albert Burmeister (3. Komp.), Stralsund, l. v., b. d. Tr. [634, 1773, 936, 1784]
casualty-entry: Musk. Peter Lindgens — Priesterath — vermißt. [634, 1277, 874, 1288]
casualty-entry: Kriegsfr. Richard Baumfehr — Lenzkirch, Lörrach — vermißt. [200, 795, 508, 806]
casualty-entry: Kriegsfr. Johannes Nicolaus (3. Komp.) — Breslau — leicht v. [1174, 675, 1476, 686]
casualty-entry: Ers. Ref. Friedrich Wipfler — Lörrach — vermißt. [200, 1283, 446, 1295]
casualty-entry: Musk. Wilhelm Heidgen — Oberfreißig — leicht verwundet. [634, 1539, 933, 1550]
casualty-entry: Kriegsfr. Fritz Zimmermann (1. Komp.), Lobendorf, Stuhm, gefallen. [1174, 567, 1515, 578]
casualty-entry: Ref. Erwin Manz — Pforzheim — vermißt. [200, 1027, 409, 1038]
entry-list [200, 198, 618, 360]
section-title: Infanterie-Regiment Nr. 163. [1174, 263, 1734, 281]
columns [192, 193, 1734, 2001]
casualty-entry: Wehrm. Josef Dieneseld (4. Komp.) — Ruhrort, Duisburg — l. v. [634, 898, 949, 909]
casualty-entry: Vzfeldw. Stephan Westhoven (7. Komp.) — Berlin — nicht schwer verw., gefallen 6. 11. 14. [1174, 1122, 1625, 1133]
casualty-entry: Ref. Joh. Heinz — Cöln — gefallen. [634, 1720, 807, 1731]
casualty-entry: Musk. Franz Wieber (2. Komp.) — Bochum — gefallen. [634, 655, 907, 667]
casualty-entry: Musk. Otto Gebert (3. Komp.) — Frankfurt a. O. — verw. [634, 736, 916, 748]
casualty-entry: Ref. Karl Wagner — Denzlingen, Freiburg — vermißt. [200, 1216, 467, 1227]
casualty-entry: Musk. Josef Winkel — Düsseldorf — leicht verwundet. [634, 1526, 904, 1537]
casualty-entry: Musk. Martin Schumacher — Kirrlach, Bruchsal — vermißt. [200, 1000, 499, 1011]
issue-date: 20. Februar 1915. [1153, 160, 1322, 180]
casualty-entry: Musk. Wilhelm Frank — Cuchen — gefallen. [634, 1680, 856, 1691]
casualty-entry: Emil Scheibel (ohne Ang. d. Komp. u. d. Dienstgr.) — in franz. Gefgsch. [200, 280, 555, 291]
